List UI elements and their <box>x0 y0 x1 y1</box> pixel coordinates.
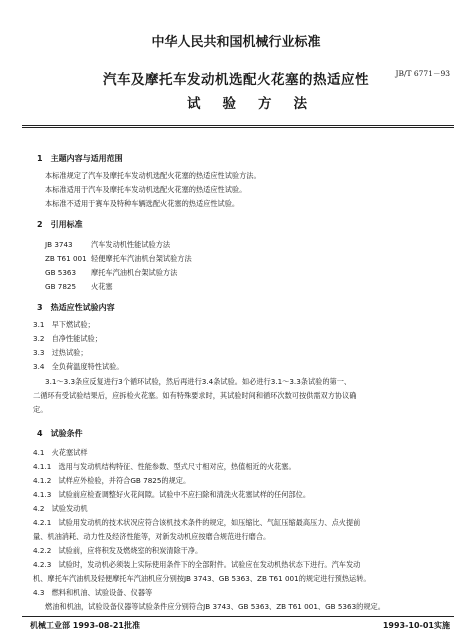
section-3-heading: 3 热适应性试验内容 <box>37 303 115 312</box>
section-4-line: 量、机油消耗、动力性及经济性能等，对新发动机应按磨合规范进行磨合。 <box>33 532 271 541</box>
section-1-line: 本标准规定了汽车及摩托车发动机选配火花塞的热适应性试验方法。 <box>45 171 261 180</box>
reference-code: GB 5363 <box>45 268 77 277</box>
section-4-line: 机、摩托车汽油机及轻便摩托车汽油机应分别按JB 3743、GB 5363、ZB T61 001的规定进行预热运转。 <box>33 574 371 583</box>
section-3-item: 3.2 自净性能试验； <box>33 334 102 343</box>
section-4-line: 4.2.3 试验时，发动机必须装上实际使用条件下的全部附件。试验应在发动机热状态下进行。汽车发动 <box>33 560 361 569</box>
section-1-line: 本标准不适用于赛车及特种车辆选配火花塞的热适应性试验。 <box>45 199 240 208</box>
section-4-line: 4.1.2 试样应外检验，并符合GB 7825的规定。 <box>33 476 191 485</box>
document-title-line2: 试验方法 <box>187 96 329 112</box>
reference-name: 摩托车汽油机台架试验方法 <box>91 268 178 277</box>
reference-code: JB 3743 <box>45 240 73 249</box>
reference-code: GB 7825 <box>45 282 77 291</box>
header-divider <box>22 125 454 128</box>
reference-item <box>45 268 177 278</box>
section-4-line: 4.2 试验发动机 <box>33 504 88 513</box>
reference-item <box>45 254 192 264</box>
section-3-item: 3.4 全负荷温度特性试验。 <box>33 362 124 371</box>
reference-name: 汽车发动机性能试验方法 <box>91 240 171 249</box>
section-4-line: 燃油和机油，试验设备仪器等试验条件应分别符合JB 3743、GB 5363、ZB T61 001、GB 5363的规定。 <box>45 602 385 611</box>
section-4-line: 4.1.1 选用与发动机结构特征、性能参数、型式尺寸相对应，热值相近的火花塞。 <box>33 462 296 471</box>
section-2-heading: 2 引用标准 <box>37 220 83 229</box>
section-3-paragraph: 3.1～3.3条应反复进行3个循环试验，然后再进行3.4条试验。如必进行3.1～3.3条试验的第一、 <box>45 377 352 386</box>
reference-item <box>45 282 113 292</box>
section-3-paragraph: 二循环有受试验结果后，应拆检火花塞。如有特殊要求时，其试验时间和循环次数可按供需双方协议确 <box>33 391 357 400</box>
section-3-paragraph: 定。 <box>33 405 48 414</box>
section-4-line: 4.2.2 试验前，应将积发及燃烧室的积炭清除干净。 <box>33 546 203 555</box>
document-title-line1: 汽车及摩托车发动机选配火花塞的热适应性 <box>103 72 369 88</box>
section-4-heading: 4 试验条件 <box>37 429 83 438</box>
section-1-heading: 1 主题内容与适用范围 <box>37 154 123 163</box>
reference-name: 火花塞 <box>91 282 113 291</box>
footer-divider <box>22 616 454 617</box>
section-3-item: 3.3 过热试验； <box>33 348 88 357</box>
section-4-line: 4.1.3 试验前应检查调整好火花间隙。试验中不应扫除和清洗火花塞试样的任何部位。 <box>33 490 311 499</box>
section-4-line: 4.2.1 试验用发动机的技术状况应符合该机技术条件的规定，如压缩比、气缸压缩最高压力、点火提前 <box>33 518 361 527</box>
section-4-line: 4.3 燃料和机油、试验设备、仪器等 <box>33 588 153 597</box>
approval-date: 机械工业部 1993-08-21批准 <box>30 621 140 630</box>
section-4-line: 4.1 火花塞试样 <box>33 448 88 457</box>
reference-item <box>45 240 170 250</box>
reference-code: ZB T61 001 <box>45 254 87 263</box>
section-3-item: 3.1 早下燃试验； <box>33 320 95 329</box>
standard-code: JB/T 6771－93 <box>395 69 450 78</box>
issuing-organization: 中华人民共和国机械行业标准 <box>151 35 321 50</box>
section-1-line: 本标准适用于汽车及摩托车发动机选配火花塞的热适应性试验。 <box>45 185 247 194</box>
implementation-date: 1993-10-01实施 <box>382 621 450 630</box>
reference-name: 轻便摩托车汽油机台架试验方法 <box>91 254 192 263</box>
